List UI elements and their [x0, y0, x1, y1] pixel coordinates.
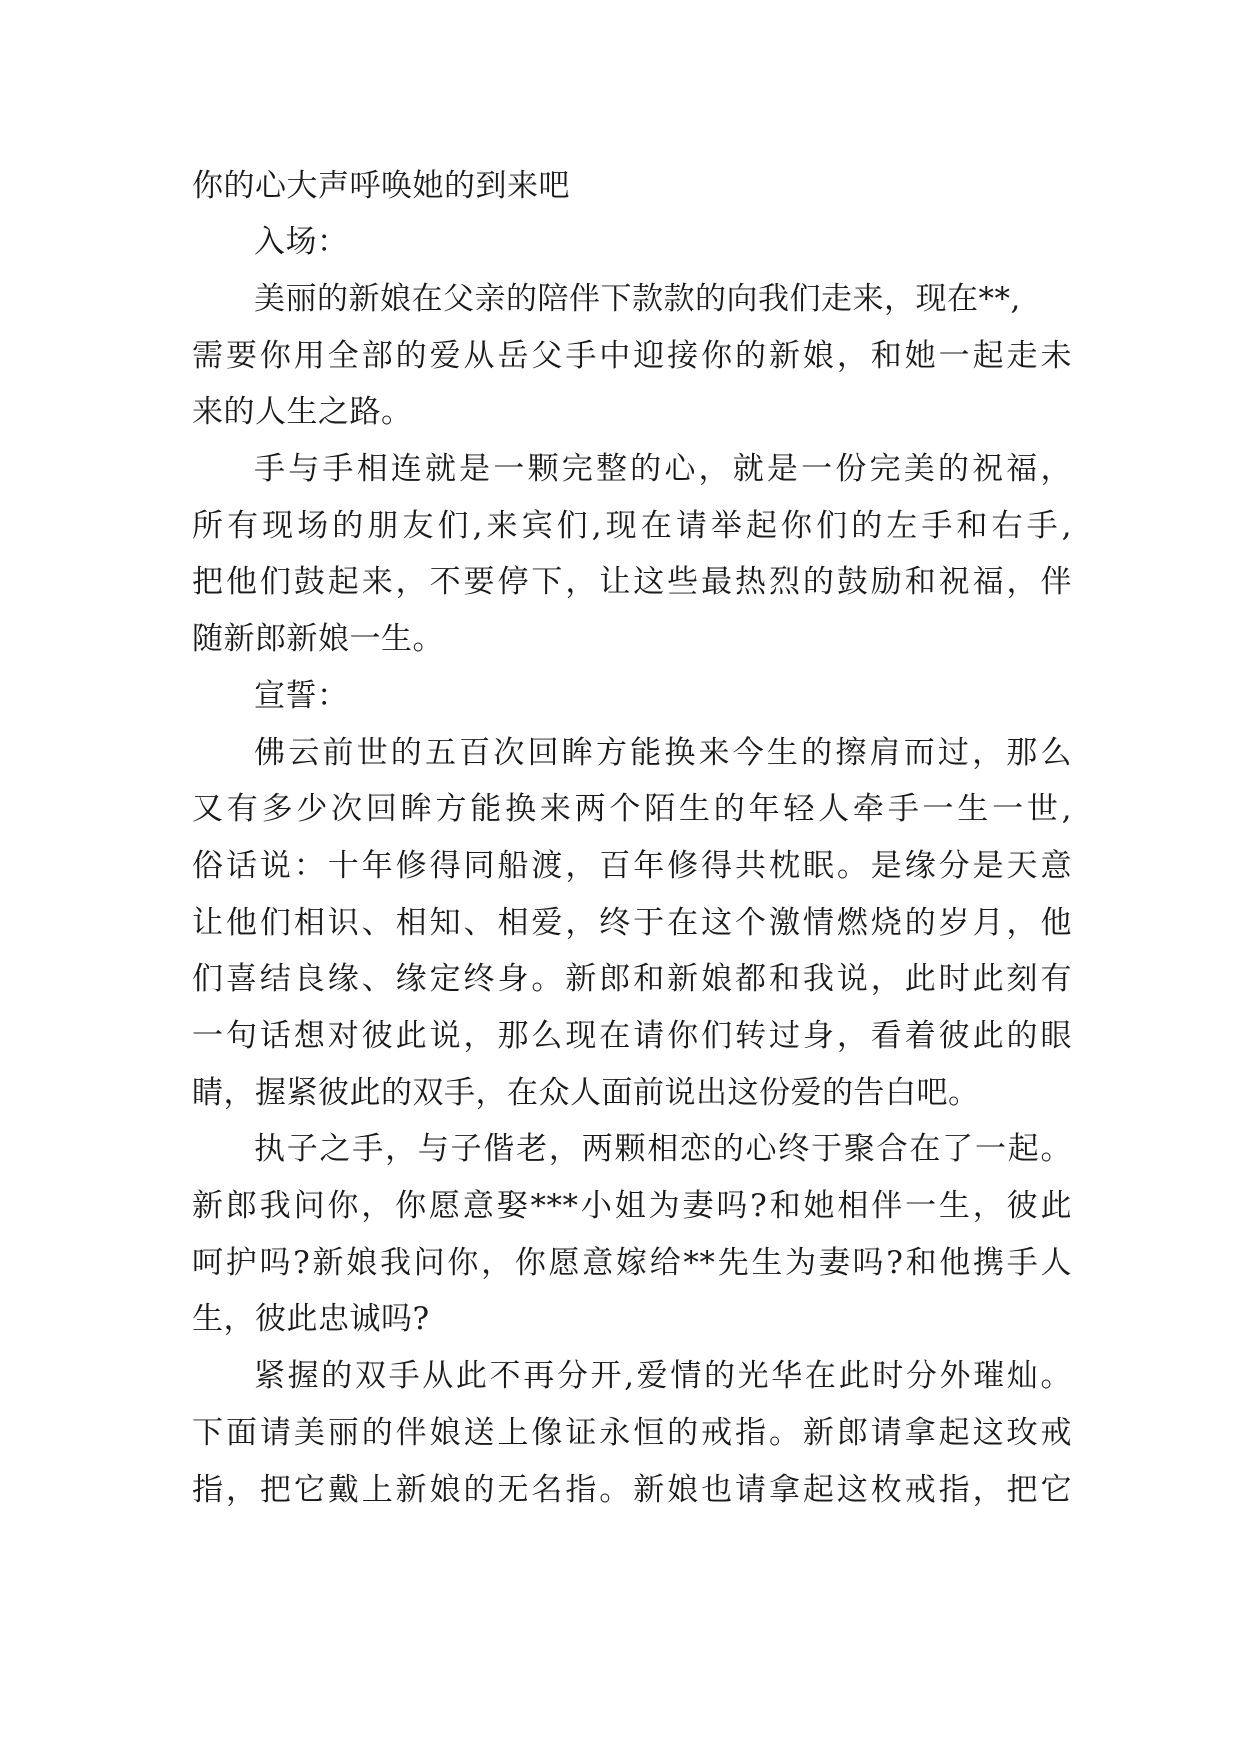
- text-line-14: 让他们相识、相知、相爱，终于在这个激情燃烧的岁月，他: [192, 905, 1072, 941]
- text-line-11: 佛云前世的五百次回眸方能换来今生的擦肩而过，那么: [254, 735, 1072, 771]
- text-line-20: 呵护吗?新娘我问你，你愿意嫁给**先生为妻吗?和他携手人: [192, 1245, 1072, 1281]
- text-line-22: 紧握的双手从此不再分开,爱情的光华在此时分外璀灿。: [254, 1358, 1072, 1394]
- heading-vow: 宣誓：: [254, 678, 349, 714]
- text-line-12: 又有多少次回眸方能换来两个陌生的年轻人牵手一生一世,: [192, 791, 1072, 827]
- text-line-13: 俗话说：十年修得同船渡，百年修得共枕眠。是缘分是天意: [192, 848, 1072, 884]
- text-line-9: 随新郎新娘一生。: [192, 621, 444, 657]
- text-line-17: 睛，握紧彼此的双手，在众人面前说出这份爱的告白吧。: [192, 1075, 980, 1111]
- text-line-7: 所有现场的朋友们,来宾们,现在请举起你们的左手和右手,: [192, 508, 1072, 544]
- text-line-1: 你的心大声呼唤她的到来吧: [192, 168, 570, 204]
- text-line-3: 美丽的新娘在父亲的陪伴下款款的向我们走来，现在**,: [254, 281, 1021, 317]
- text-line-19: 新郎我问你，你愿意娶***小姐为妻吗?和她相伴一生，彼此: [192, 1188, 1072, 1224]
- text-line-23: 下面请美丽的伴娘送上像证永恒的戒指。新郎请拿起这玫戒: [192, 1415, 1072, 1451]
- text-line-4: 需要你用全部的爱从岳父手中迎接你的新娘，和她一起走未: [192, 338, 1072, 374]
- heading-entrance: 入场：: [254, 224, 349, 260]
- text-line-18: 执子之手，与子偕老，两颗相恋的心终于聚合在了一起。: [254, 1131, 1072, 1167]
- text-line-5: 来的人生之路。: [192, 394, 413, 430]
- text-line-15: 们喜结良缘、缘定终身。新郎和新娘都和我说，此时此刻有: [192, 961, 1072, 997]
- text-line-16: 一句话想对彼此说，那么现在请你们转过身，看着彼此的眼: [192, 1018, 1072, 1054]
- text-line-8: 把他们鼓起来，不要停下，让这些最热烈的鼓励和祝福，伴: [192, 564, 1072, 600]
- text-line-21: 生，彼此忠诚吗?: [192, 1301, 430, 1337]
- text-line-24: 指，把它戴上新娘的无名指。新娘也请拿起这枚戒指，把它: [192, 1472, 1072, 1508]
- text-line-6: 手与手相连就是一颗完整的心，就是一份完美的祝福，: [254, 451, 1072, 487]
